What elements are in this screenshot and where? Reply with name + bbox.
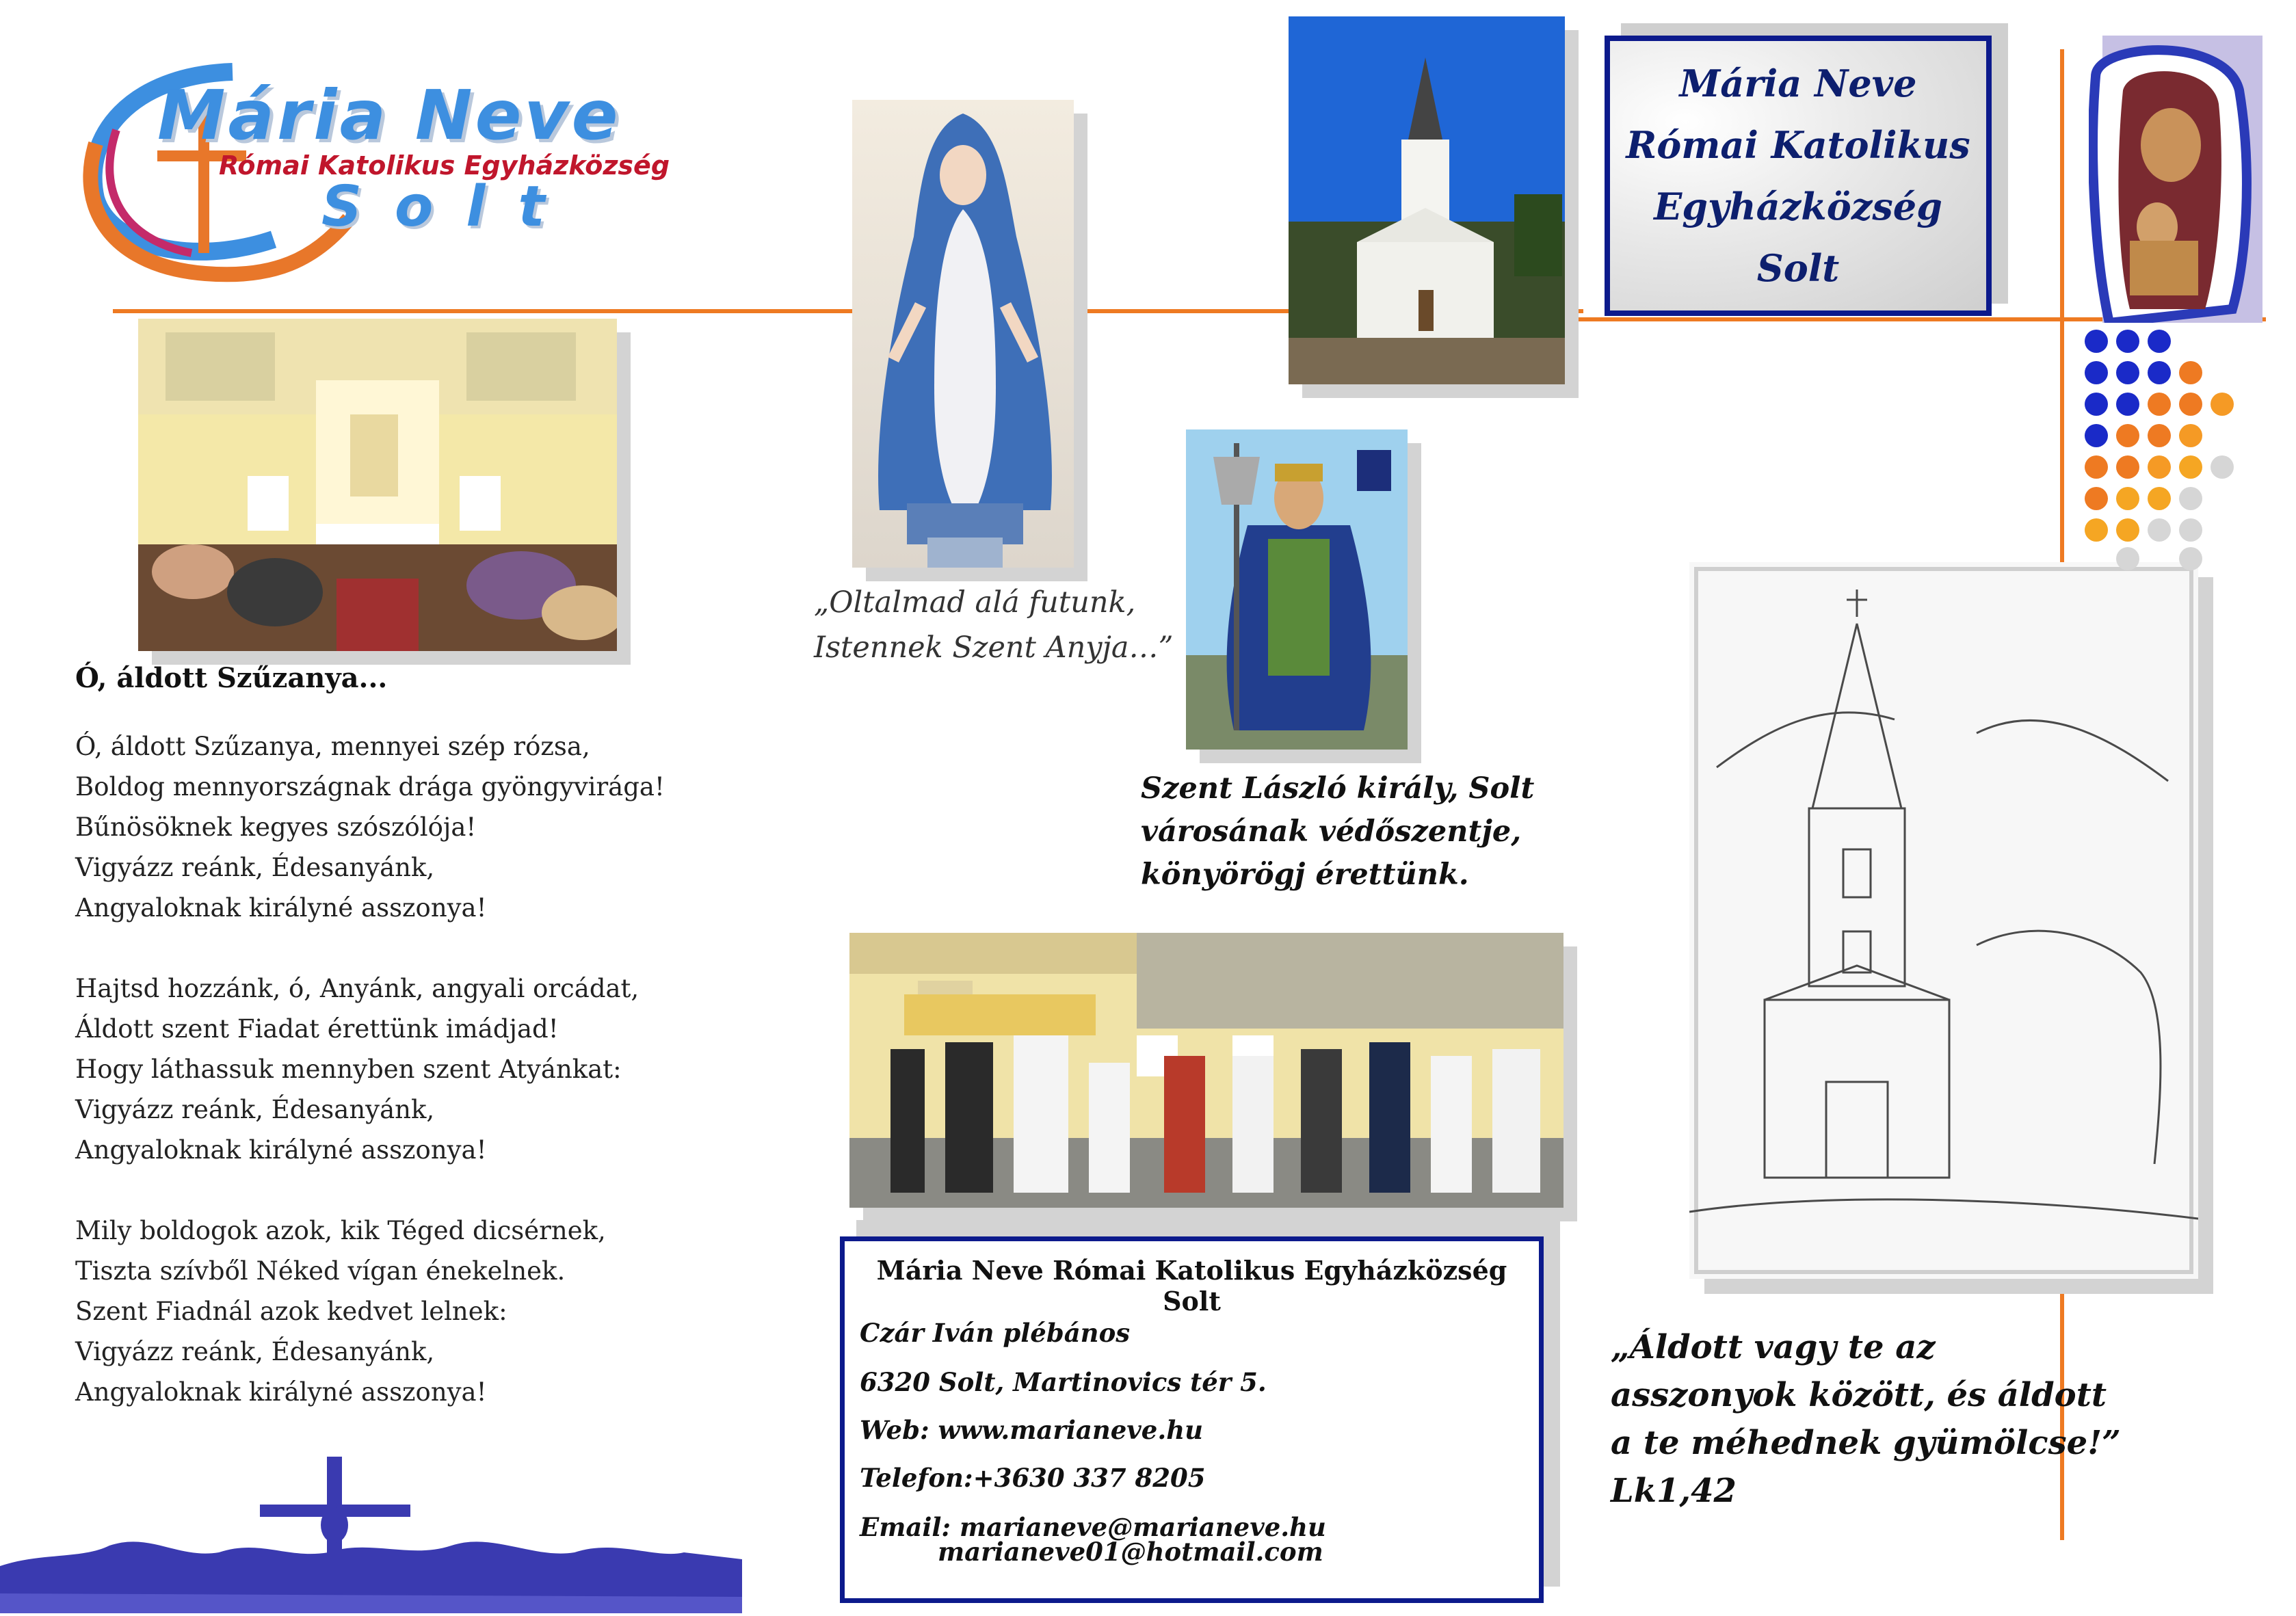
contact-priest: Czár Iván plébános [860, 1318, 1131, 1348]
poem-line: Vigyázz reánk, Édesanyánk, [75, 853, 435, 882]
logo-subtitle: Római Katolikus Egyházközség [219, 150, 670, 181]
poem-line: Angyaloknak királyné asszonya! [75, 1377, 487, 1407]
saint-ladislaus-painting [1186, 429, 1408, 750]
procession-photo [849, 933, 1563, 1208]
decorative-dot-grid [2085, 330, 2256, 570]
logo-title: Mária Neve [157, 75, 621, 155]
poem-text [75, 726, 665, 1453]
poem-line: Angyaloknak királyné asszonya! [75, 1135, 487, 1165]
poem-line: Szent Fiadnál azok kedvet lelnek: [75, 1297, 507, 1326]
poem-line: Mily boldogok azok, kik Téged dicsérnek, [75, 1216, 606, 1245]
poem-line: Ó, áldott Szűzanya, mennyei szép rózsa, [75, 732, 590, 761]
parish-logo [75, 62, 711, 287]
quote-line: „Áldott vagy te az [1611, 1328, 1936, 1366]
title-line-2: Római Katolikus [1626, 123, 1970, 167]
caption-line: városának védőszentje, [1141, 814, 1522, 849]
logo-town: Solt [321, 174, 578, 239]
laszlo-caption [1141, 767, 1534, 897]
church-interior-photo [138, 319, 617, 651]
contact-phone: Telefon:+3630 337 8205 [860, 1463, 1206, 1493]
title-line-3: Egyházközség [1654, 185, 1942, 228]
quote-line: Istennek Szent Anyja…” [814, 631, 1174, 665]
church-exterior-photo [1289, 16, 1565, 384]
poem-line: Boldog mennyországnak drága gyöngyvirága! [75, 772, 665, 802]
contact-email-1[interactable]: Email: marianeve@marianeve.hu [860, 1512, 1326, 1542]
mary-quote [814, 580, 1174, 670]
luke-quote [1611, 1323, 2121, 1515]
quote-line: asszonyok között, és áldott [1611, 1376, 2107, 1414]
poem-line: Hogy láthassuk mennyben szent Atyánkat: [75, 1055, 622, 1084]
crucifix-silhouette [0, 1457, 742, 1613]
contact-address: 6320 Solt, Martinovics tér 5. [860, 1367, 1267, 1397]
poem-line: Tiszta szívből Néked vígan énekelnek. [75, 1256, 566, 1286]
poem-line: Hajtsd hozzánk, ó, Anyánk, angyali orcádat, [75, 974, 639, 1003]
title-line-4: Solt [1756, 246, 1840, 290]
poem-line: Vigyázz reánk, Édesanyánk, [75, 1337, 435, 1366]
mary-statue-photo [852, 100, 1074, 568]
quote-reference: Lk1,42 [1611, 1472, 1737, 1510]
contact-box [840, 1236, 1544, 1603]
poem-line: Angyaloknak királyné asszonya! [75, 893, 487, 923]
contact-web-link[interactable]: Web: www.marianeve.hu [860, 1415, 1204, 1445]
contact-title: Mária Neve Római Katolikus Egyházközség Solt [876, 1255, 1507, 1316]
poem-line: Bűnösöknek kegyes szószólója! [75, 812, 477, 842]
poem-stanza-1 [75, 726, 665, 928]
parish-title-box [1605, 36, 1992, 316]
poem-line: Áldott szent Fiadat érettünk imádjad! [75, 1014, 559, 1044]
caption-line: Szent László király, Solt [1141, 771, 1535, 806]
quote-line: a te méhednek gyümölcse!” [1611, 1424, 2121, 1462]
poem-stanza-2 [75, 968, 665, 1170]
poem-stanza-3 [75, 1210, 665, 1412]
poem-line: Vigyázz reánk, Édesanyánk, [75, 1095, 435, 1124]
poem-title: Ó, áldott Szűzanya... [75, 662, 388, 694]
caption-line: könyörögj érettünk. [1141, 858, 1469, 892]
church-sketch [1689, 562, 2198, 1279]
quote-line: „Oltalmad alá futunk, [814, 585, 1136, 620]
virgin-icon-image [2089, 36, 2262, 323]
title-line-1: Mária Neve [1679, 62, 1917, 105]
contact-email-2[interactable]: marianeve01@hotmail.com [938, 1537, 1323, 1567]
